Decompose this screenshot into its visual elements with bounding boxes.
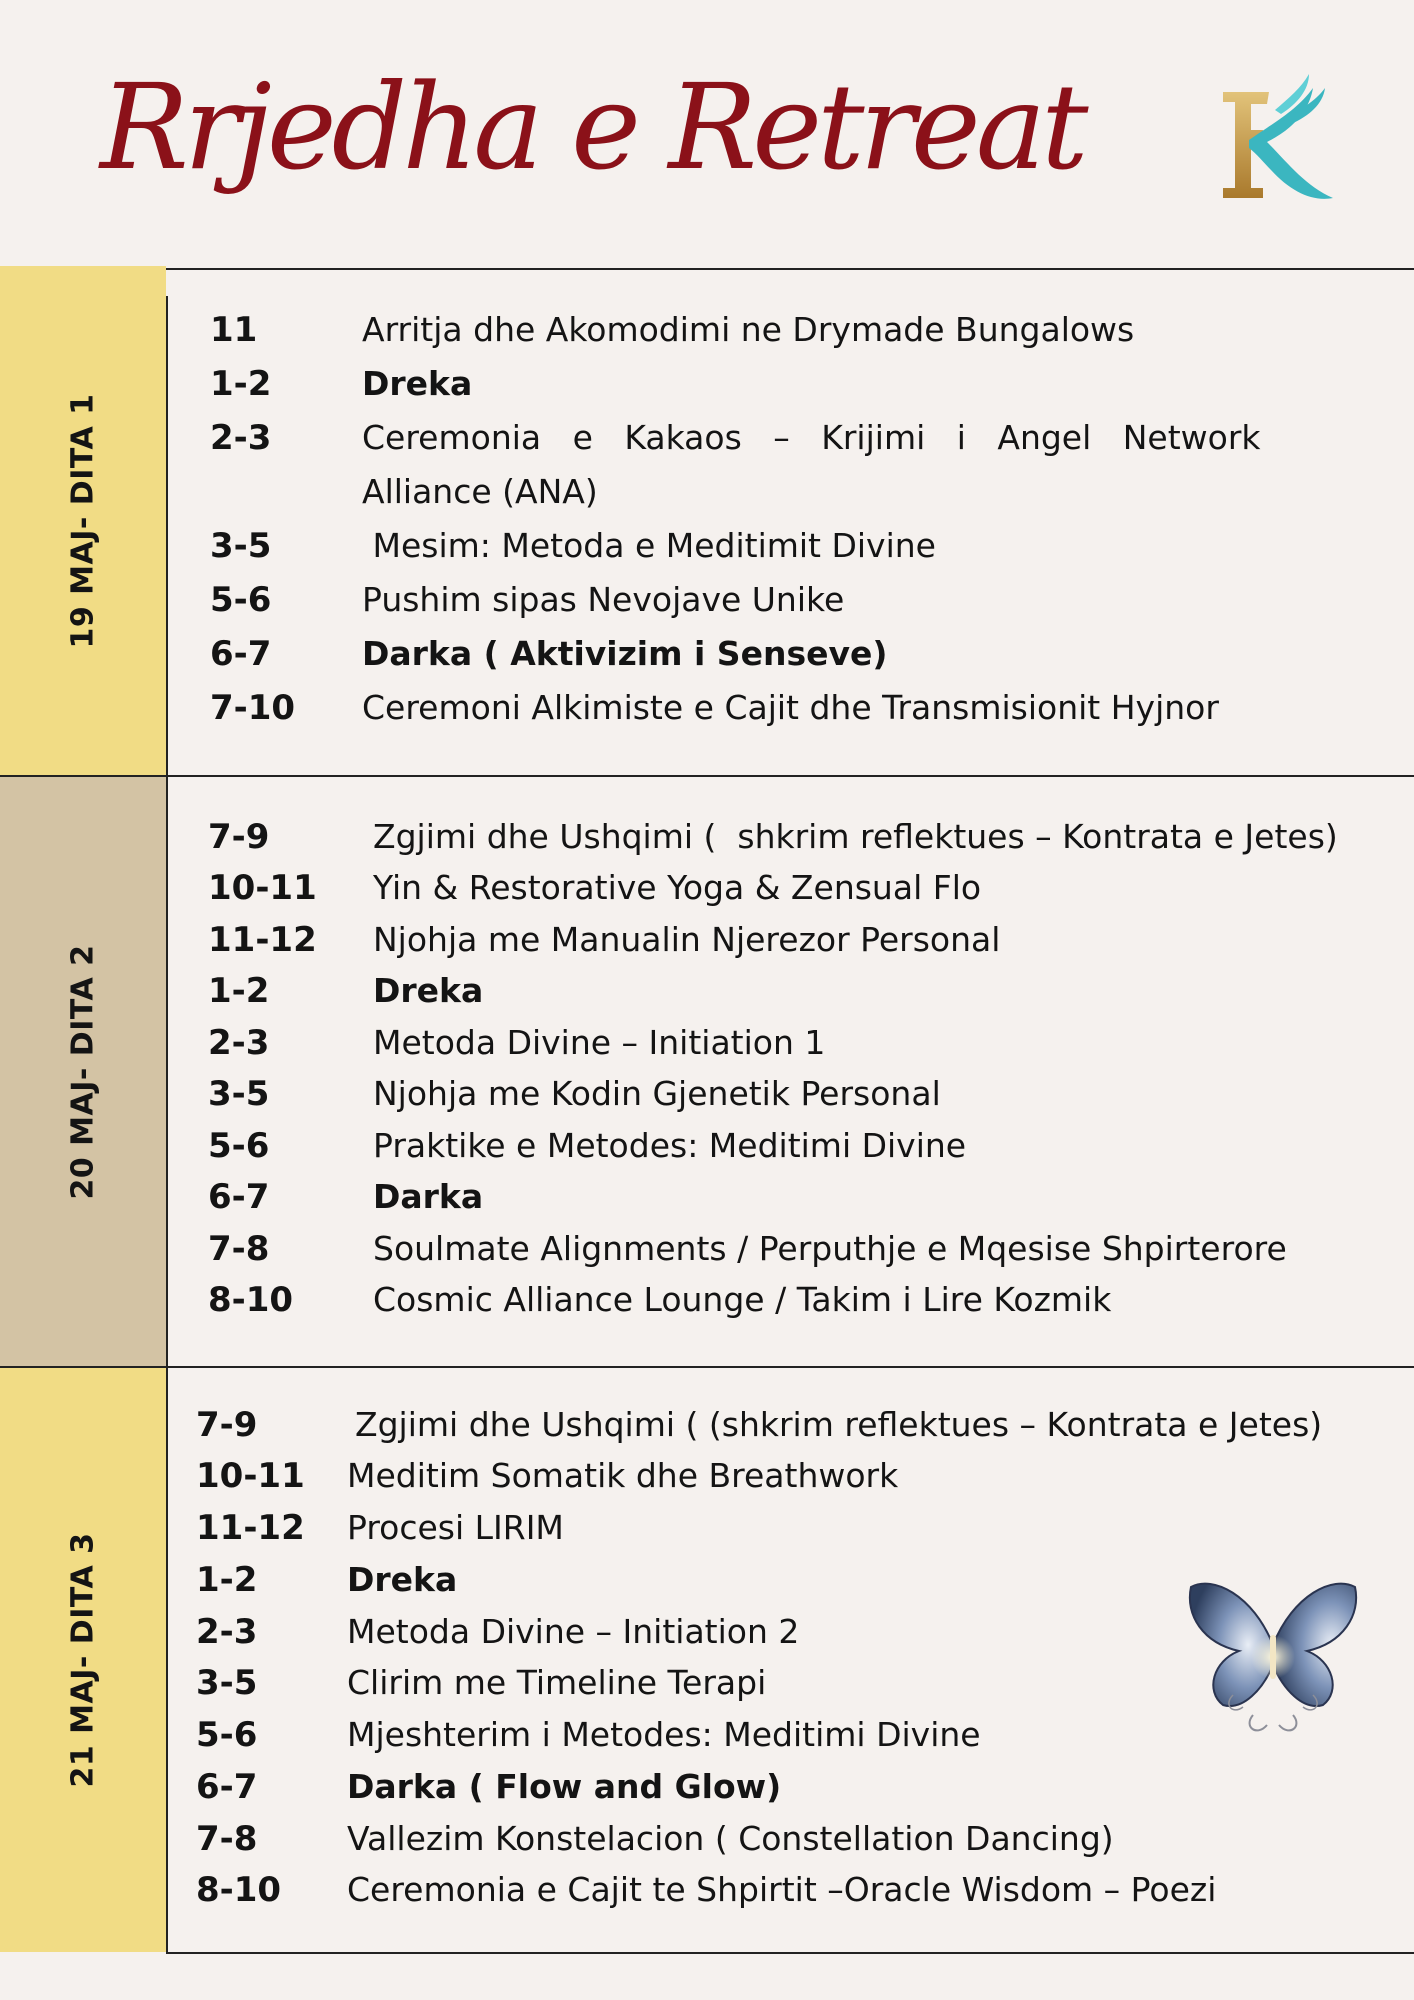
day2-activity: Metoda Divine – Initiation 1 — [373, 1023, 826, 1062]
day2-time: 5-6 — [208, 1126, 270, 1166]
day2-time: 3-5 — [208, 1074, 270, 1114]
day2-activity: Njohja me Kodin Gjenetik Personal — [373, 1074, 941, 1113]
day3-activity: Clirim me Timeline Terapi — [347, 1663, 767, 1702]
day1-time: 2-3 — [210, 418, 272, 458]
day2-activity: Cosmic Alliance Lounge / Takim i Lire Kozmik — [373, 1280, 1112, 1319]
day2-activity: Zgjimi dhe Ushqimi ( shkrim reflektues – Kontrata e Jetes) — [373, 817, 1338, 856]
day3-time: 6-7 — [196, 1767, 258, 1807]
day1-time: 6-7 — [210, 634, 272, 674]
day2-vline — [166, 777, 168, 1366]
day3-activity: Zgjimi dhe Ushqimi ( (shkrim reflektues – Kontrata e Jetes) — [355, 1405, 1323, 1444]
day2-activity: Dreka — [373, 971, 484, 1010]
day3-time: 1-2 — [196, 1560, 258, 1600]
day2-activity: Praktike e Metodes: Meditimi Divine — [373, 1126, 967, 1165]
day1-activity: Arritja dhe Akomodimi ne Drymade Bungalows — [362, 310, 1135, 349]
day2-activity: Darka — [373, 1177, 484, 1216]
day3-time: 11-12 — [196, 1508, 305, 1548]
day3-activity: Ceremonia e Cajit te Shpirtit –Oracle Wisdom – Poezi — [347, 1870, 1217, 1909]
day2-activity: Njohja me Manualin Njerezor Personal — [373, 920, 1001, 959]
day2-time: 6-7 — [208, 1177, 270, 1217]
day3-activity: Procesi LIRIM — [347, 1508, 564, 1547]
day2-time: 7-9 — [208, 817, 270, 857]
day3-time: 8-10 — [196, 1870, 282, 1910]
day1-activity: Dreka — [362, 364, 473, 403]
day3-activity: Metoda Divine – Initiation 2 — [347, 1612, 800, 1651]
day3-time: 7-9 — [196, 1405, 258, 1445]
day2-activity: Soulmate Alignments / Perputhje e Mqesise Shpirterore — [373, 1229, 1287, 1268]
day1-time: 7-10 — [210, 688, 296, 728]
day3-time: 7-8 — [196, 1819, 258, 1859]
day3-time: 3-5 — [196, 1663, 258, 1703]
day1-time: 3-5 — [210, 526, 272, 566]
bottom-divider — [166, 1952, 1414, 1954]
day3-activity: Meditim Somatik dhe Breathwork — [347, 1456, 899, 1495]
day3-time: 5-6 — [196, 1715, 258, 1755]
day3-time: 2-3 — [196, 1612, 258, 1652]
day2-time: 2-3 — [208, 1023, 270, 1063]
day1-activity: Pushim sipas Nevojave Unike — [362, 580, 845, 619]
day1-activity: Ceremoni Alkimiste e Cajit dhe Transmisionit Hyjnor — [362, 688, 1219, 727]
day2-band — [0, 777, 166, 1366]
page-title: Rrjedha e Retreat — [100, 58, 1084, 196]
day3-activity: Mjeshterim i Metodes: Meditimi Divine — [347, 1715, 981, 1754]
day3-activity: Vallezim Konstelacion ( Constellation Dancing) — [347, 1819, 1114, 1858]
day2-label: 20 MAJ- DITA 2 — [65, 943, 101, 1200]
day3-activity: Dreka — [347, 1560, 458, 1599]
day3-label: 21 MAJ- DITA 3 — [65, 1532, 101, 1788]
butterfly-icon — [1183, 1565, 1363, 1745]
day1-activity: Darka ( Aktivizim i Senseve) — [362, 634, 888, 673]
day1-band — [0, 266, 166, 776]
day1-vline — [166, 296, 168, 776]
day3-vline — [166, 1368, 168, 1952]
day1-time: 1-2 — [210, 364, 272, 404]
day2-activity: Yin & Restorative Yoga & Zensual Flo — [373, 868, 982, 907]
day1-time: 5-6 — [210, 580, 272, 620]
day3-activity: Darka ( Flow and Glow) — [347, 1767, 782, 1806]
day2-time: 1-2 — [208, 971, 270, 1011]
day2-time: 7-8 — [208, 1229, 270, 1269]
day2-time: 8-10 — [208, 1280, 294, 1320]
day1-label: 19 MAJ- DITA 1 — [65, 393, 101, 649]
day3-time: 10-11 — [196, 1456, 305, 1496]
day1-activity: Mesim: Metoda e Meditimit Divine — [362, 526, 936, 565]
day2-section — [0, 777, 1414, 1366]
day1-time: 11 — [210, 310, 258, 350]
day1-activity-continued: Alliance (ANA) — [362, 472, 598, 511]
retreat-logo-icon — [1205, 70, 1345, 210]
day2-time: 10-11 — [208, 868, 317, 908]
day2-time: 11-12 — [208, 920, 317, 960]
day1-activity: Ceremonia e Kakaos – Krijimi i Angel Network — [362, 418, 1261, 457]
day3-band — [0, 1368, 166, 1952]
